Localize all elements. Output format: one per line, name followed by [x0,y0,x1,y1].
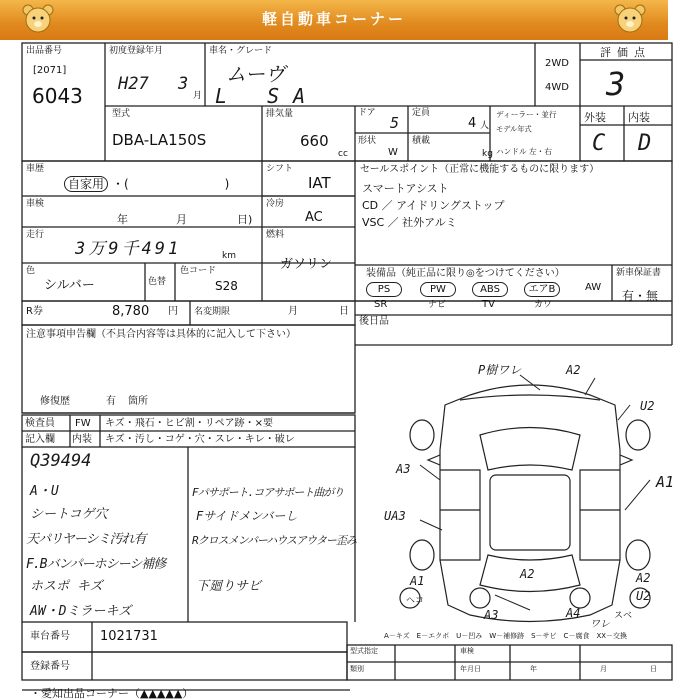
inspection-month: 月 [176,213,187,226]
fuel-label: 燃料 [266,230,285,240]
selling-point-1: スマートアシスト [362,182,449,195]
fuel-value: ガソリン [280,257,333,272]
score-value: 3 [606,65,626,103]
equip-airbag: エアB [524,282,560,297]
mileage-unit: km [222,251,236,261]
wheel-rl [410,540,434,570]
color-value: シルバー [44,278,95,293]
hw-right-2: Fサイドメンバーし [196,509,298,523]
inspector-fw: FW [75,418,91,429]
color-change-label: 色替 [148,277,167,287]
name-change-month: 月 [288,306,298,317]
selling-point-3: VSC ／ 社外アルミ [362,216,457,229]
history-label: 車歴 [26,164,45,174]
hw-note-1: A・U [30,484,59,499]
ac-value: AC [305,210,323,225]
history-rest: ・( ) [112,177,230,191]
recycle-label: R券 [26,306,43,317]
mileage-value: 3万9千491 [75,239,182,259]
shaken-label: 車検 [460,647,474,655]
rear-seat-label: 後日品 [359,316,389,327]
first-reg-month-unit: 月 [193,91,203,101]
car-grade: L SA [215,84,320,108]
equip-pw: PW [420,282,456,297]
chassis-label: 車台番号 [30,631,70,642]
hw-note-code: Q39494 [30,451,92,471]
color-label: 色 [26,266,36,276]
load-unit: kg [482,149,493,159]
mark-u2-rr: U2 [636,589,651,603]
mark-a3-left: A3 [396,462,411,476]
equip-aw: AW [585,282,602,293]
left-doors [440,470,480,560]
footer-text: ・愛知出品コーナー（▲▲▲▲▲） [30,687,194,700]
inspector-label-2: 記入欄 [25,434,55,445]
first-reg-month: 3 [178,74,189,94]
warranty-value: 有・無 [622,289,659,303]
model-value: DBA-LA150S [112,131,207,149]
wheel-fr [626,420,650,450]
lot-sub: [2071] [33,65,67,76]
hw-note-6: AW・Dミラーキズ [30,604,132,619]
dealer-label: ディーラー・並行 [496,110,557,120]
mark-a2-top: A2 [566,363,581,377]
mileage-label: 走行 [26,230,45,240]
roof [490,475,570,550]
drive-4wd: 4WD [545,82,569,93]
inspector-row1-items: キズ・飛石・ヒビ割・リペア跡・×要 [105,418,273,429]
inspection-year: 年 [117,213,128,226]
bottom-month: 月 [600,665,607,673]
aux-sube: スベ [614,611,633,621]
mark-a3-rear: A3 [484,608,499,622]
displacement-value: 660 [300,132,329,150]
doors-value: 5 [390,114,400,132]
equip-tv: TV [482,299,495,310]
selling-point-2: CD ／ アイドリングストップ [362,199,505,212]
shift-value: IAT [308,174,331,192]
equip-sr: SR [374,299,388,310]
capacity-label: 定員 [412,108,431,118]
damage-diagram [380,360,680,650]
date-label: 年月日 [460,665,481,673]
mark-pjureware: P樹ワレ [478,363,522,377]
inspection-label: 車検 [26,199,45,209]
mark-a2-rear: A2 [520,567,535,581]
selling-points-label: セールスポイント（正常に機能するものに限ります） [360,164,600,175]
inspection-day: 日) [237,213,253,226]
recycle-unit: 円 [168,306,178,317]
type-designation-label: 型式指定 [350,647,378,655]
hw-right-4: 下廻りサビ [196,579,262,594]
equipment-label: 装備品（純正品に限り◎をつけてください） [366,268,565,279]
name-change-label: 名変期限 [194,307,231,317]
mark-a1-right: A1 [656,473,675,491]
displacement-label: 排気量 [266,109,294,119]
inspector-interior: 内装 [72,434,92,445]
right-doors [580,470,620,560]
first-reg-era: H27 [118,74,149,94]
lot-number: 6043 [32,84,83,108]
inspector-row2-items: キズ・汚し・コゲ・穴・スレ・キレ・破レ [105,434,295,445]
capacity-value: 4 [468,116,477,131]
mark-u2-right: U2 [640,399,655,413]
name-change-day: 日 [339,306,349,317]
hw-note-5: ホスポ キズ [30,579,103,594]
shift-label: シフト [266,164,294,174]
history-value: 自家用 [64,176,108,192]
wheel-fl [410,420,434,450]
warranty-label: 新車保証書 [616,268,662,278]
color-code-value: S28 [215,279,238,293]
car-name: ムーヴ [226,62,285,86]
shape-label: 形状 [358,136,377,146]
mark-a2-rr: A2 [636,571,651,585]
lot-label: 出品番号 [26,46,63,56]
mark-ware: ワレ [590,619,610,630]
ac-label: 冷房 [266,199,285,209]
repair-place: 箇所 [128,396,148,407]
model-label: 型式 [112,109,131,119]
chassis-value: 1021731 [100,629,158,644]
equip-navi: ナビ [428,300,447,310]
exterior-value: C [592,131,606,156]
hw-note-3: 天パリヤーシミ汚れ有 [26,532,146,547]
recycle-value: 8,780 [112,304,150,319]
bottom-year: 年 [530,665,537,673]
wheel-rr [626,540,650,570]
windshield [480,428,580,471]
capacity-unit: 人 [480,121,490,131]
repair-label: 修復歴 [40,396,70,407]
interior-value: D [638,131,652,156]
notes-label: 注意事項申告欄（不具合内容等は具体的に記入して下さい） [26,329,296,340]
mark-a1-lower: A1 [410,574,425,588]
mark-a4: A4 [566,606,581,620]
drive-2wd: 2WD [545,58,569,69]
equip-leather: カワ [534,300,553,310]
registration-label: 登録番号 [30,661,70,672]
hw-right-1: Fパサポート.コアサポート曲がり [192,486,344,499]
hw-note-2: シートコゲ穴 [30,507,108,522]
equip-abs: ABS [472,282,508,297]
first-reg-label: 初度登録年月 [109,46,164,56]
repair-value: 有 [106,396,116,407]
equip-ps: PS [366,282,402,297]
class-label: 類別 [350,665,364,673]
mark-ua3: UA3 [384,509,406,523]
displacement-unit: cc [338,149,348,159]
hw-right-3: Rクロスメンバーハウスアウター歪み [192,534,356,547]
hw-note-4: F.Bバンパーホシーシ補修 [26,557,166,572]
dealer-model-year: モデル年式 [496,126,532,135]
aux-heko: ヘコ [406,596,425,606]
car-body-outline [440,385,620,622]
interior-label: 内装 [628,111,650,124]
diagram-legend: A－キズ E－エクボ U－凹み W－補修跡 S－サビ C－腐食 XX－交換 [384,632,628,640]
color-code-label: 色コード [180,266,217,276]
doors-label: ドア [358,108,376,118]
dealer-handle: ハンドル 左・右 [496,147,552,157]
load-label: 積載 [412,136,431,146]
car-name-label: 車名・グレード [209,46,273,56]
banner-title: 軽自動車コーナー [261,10,406,28]
inspector-label-1: 検査員 [25,418,55,429]
score-label: 評価点 [600,46,651,59]
bottom-day: 日 [650,665,657,673]
shape-value: W [388,147,398,158]
exterior-label: 外装 [584,111,606,124]
